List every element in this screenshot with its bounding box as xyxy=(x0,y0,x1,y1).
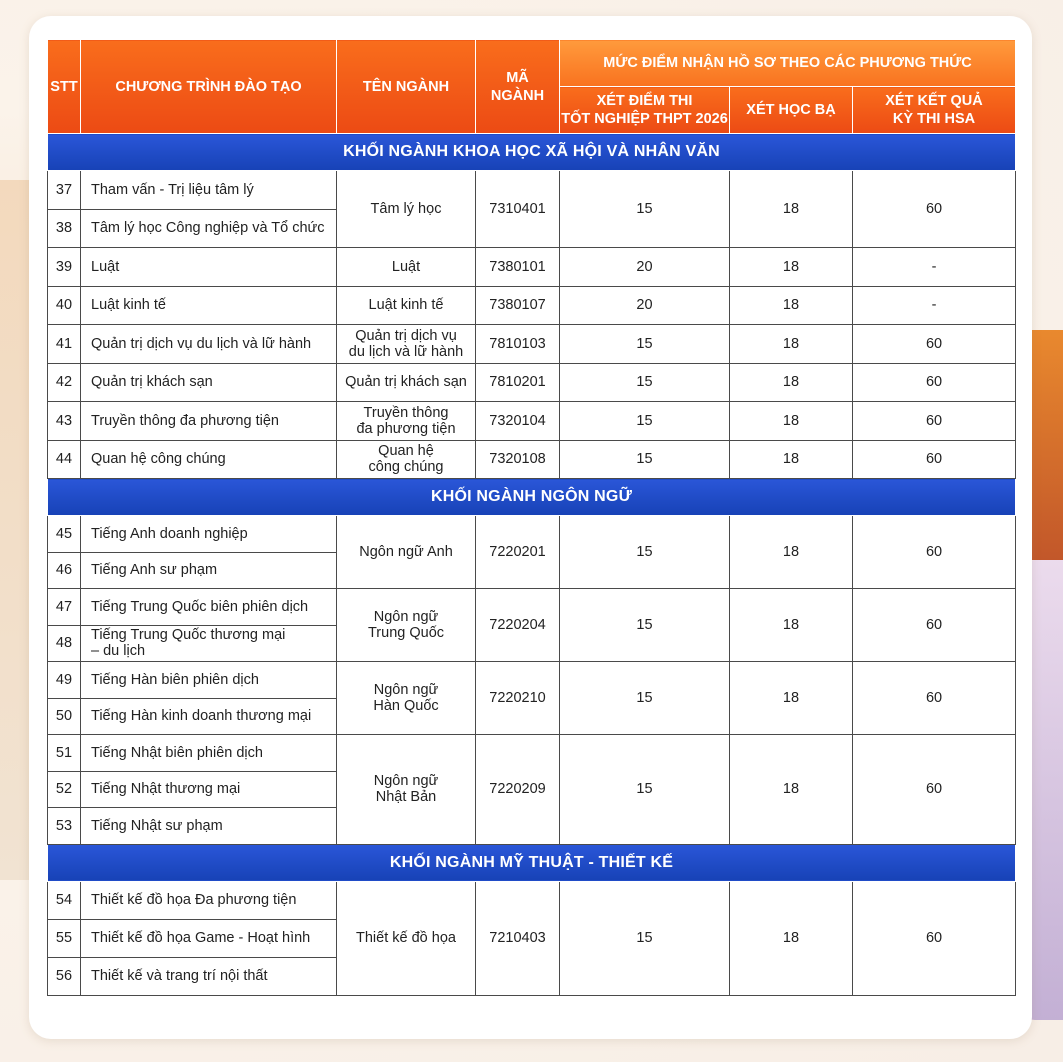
program-name-line2: – du lịch xyxy=(91,643,146,660)
major-name-line: du lịch và lữ hành xyxy=(348,343,464,360)
stt-cell: 37 xyxy=(48,171,81,210)
major-code-cell: 7320108 xyxy=(476,440,560,479)
major-code-cell: 7380107 xyxy=(476,286,560,325)
major-name-line: Quản trị khách sạn xyxy=(345,374,467,391)
stt-cell: 38 xyxy=(48,209,81,248)
program-name: Luật xyxy=(91,258,120,275)
major-name-line: Quản trị dịch vụ xyxy=(355,327,457,344)
score-thpt-cell: 15 xyxy=(560,402,730,441)
program-name: Thiết kế đồ họa Đa phương tiện xyxy=(91,892,297,908)
score-thpt-cell: 15 xyxy=(560,516,730,589)
table-row xyxy=(48,171,1016,210)
stt-cell: 53 xyxy=(48,808,81,845)
major-cell xyxy=(337,325,476,364)
program-cell xyxy=(81,516,337,553)
score-thpt-cell: 15 xyxy=(560,589,730,662)
stt-cell: 42 xyxy=(48,363,81,402)
header-method-hocba: XÉT HỌC BẠ xyxy=(730,87,853,134)
table-body xyxy=(48,134,1016,996)
section-header-row xyxy=(48,479,1016,516)
score-hocba-cell: 18 xyxy=(730,171,853,248)
program-name: Tâm lý học Công nghiệp và Tổ chức xyxy=(91,220,325,237)
major-name-line: Ngôn ngữ Anh xyxy=(359,544,453,560)
program-name: Truyền thông đa phương tiện xyxy=(91,412,279,429)
program-name: Thiết kế đồ họa Game - Hoạt hình xyxy=(91,930,311,946)
score-thpt-cell: 15 xyxy=(560,440,730,479)
score-hsa-cell: 60 xyxy=(853,402,1016,441)
score-hocba-cell: 18 xyxy=(730,881,853,995)
score-thpt-cell: 15 xyxy=(560,171,730,248)
major-name-line: Nhật Bản xyxy=(375,789,437,806)
program-cell xyxy=(81,325,337,364)
major-cell xyxy=(337,363,476,402)
table-row xyxy=(48,440,1016,479)
score-thpt-cell: 20 xyxy=(560,248,730,287)
score-hsa-cell: 60 xyxy=(853,735,1016,845)
major-cell xyxy=(337,516,476,589)
major-name-line: Ngôn ngữ xyxy=(373,682,439,698)
program-name: Luật kinh tế xyxy=(91,297,166,314)
score-thpt-cell: 15 xyxy=(560,662,730,735)
program-cell xyxy=(81,363,337,402)
stt-cell: 41 xyxy=(48,325,81,364)
program-cell xyxy=(81,698,337,735)
score-hocba-cell: 18 xyxy=(730,248,853,287)
score-hsa-cell: 60 xyxy=(853,662,1016,735)
major-cell xyxy=(337,662,476,735)
major-cell xyxy=(337,402,476,441)
stt-cell: 43 xyxy=(48,402,81,441)
score-hsa-cell: - xyxy=(853,248,1016,287)
major-cell xyxy=(337,589,476,662)
score-hsa-cell: 60 xyxy=(853,440,1016,479)
major-cell xyxy=(337,440,476,479)
stt-cell: 45 xyxy=(48,516,81,553)
table-row xyxy=(48,735,1016,772)
major-code-cell: 7220204 xyxy=(476,589,560,662)
table-row xyxy=(48,402,1016,441)
score-hocba-cell: 18 xyxy=(730,402,853,441)
program-cell xyxy=(81,957,337,995)
stt-cell: 40 xyxy=(48,286,81,325)
score-hocba-cell: 18 xyxy=(730,286,853,325)
major-cell xyxy=(337,171,476,248)
major-code-cell: 7310401 xyxy=(476,171,560,248)
major-name-line: Ngôn ngữ xyxy=(373,773,439,790)
header-program: CHƯƠNG TRÌNH ĐÀO TẠO xyxy=(81,40,337,134)
program-cell xyxy=(81,881,337,919)
score-hsa-cell: 60 xyxy=(853,516,1016,589)
program-cell xyxy=(81,248,337,287)
major-name-line: Ngôn ngữ xyxy=(373,609,439,625)
major-name-line: đa phương tiện xyxy=(356,420,456,437)
major-code-cell: 7210403 xyxy=(476,881,560,995)
stt-cell: 48 xyxy=(48,625,81,662)
program-name: Quan hệ công chúng xyxy=(91,451,226,468)
major-code-cell: 7220201 xyxy=(476,516,560,589)
stt-cell: 52 xyxy=(48,771,81,808)
major-cell xyxy=(337,881,476,995)
program-name: Tiếng Nhật sư phạm xyxy=(91,817,223,834)
header-major: TÊN NGÀNH xyxy=(337,40,476,134)
stt-cell: 55 xyxy=(48,919,81,957)
score-hsa-cell: 60 xyxy=(853,325,1016,364)
stt-cell: 44 xyxy=(48,440,81,479)
major-code-cell: 7810103 xyxy=(476,325,560,364)
table-row xyxy=(48,881,1016,919)
admission-score-table xyxy=(47,39,1016,996)
program-name: Tiếng Anh doanh nghiệp xyxy=(91,525,248,542)
section-title: KHỐI NGÀNH KHOA HỌC XÃ HỘI VÀ NHÂN VĂN xyxy=(48,134,1016,171)
score-thpt-cell: 15 xyxy=(560,881,730,995)
score-hsa-cell: 60 xyxy=(853,171,1016,248)
program-name: Tiếng Trung Quốc thương mại xyxy=(91,627,286,644)
header-major-code xyxy=(476,40,560,134)
stt-cell: 54 xyxy=(48,881,81,919)
major-name-line: Luật xyxy=(391,258,421,275)
section-header-row xyxy=(48,844,1016,881)
major-name-line: Thiết kế đồ họa xyxy=(356,930,456,946)
header-code-line1: MÃ xyxy=(506,69,529,86)
program-name: Tiếng Nhật thương mại xyxy=(91,781,241,798)
table-row xyxy=(48,516,1016,553)
program-cell xyxy=(81,552,337,589)
table-row xyxy=(48,248,1016,287)
program-cell xyxy=(81,919,337,957)
table-row xyxy=(48,325,1016,364)
header-thpt-line1: XÉT ĐIỂM THI xyxy=(596,93,693,109)
program-name: Thiết kế và trang trí nội thất xyxy=(91,968,268,984)
score-hocba-cell: 18 xyxy=(730,516,853,589)
stt-cell: 39 xyxy=(48,248,81,287)
major-name-line: Truyền thông xyxy=(363,404,449,421)
major-name-line: Tâm lý học xyxy=(370,201,442,217)
table-row xyxy=(48,286,1016,325)
major-cell xyxy=(337,248,476,287)
program-cell xyxy=(81,209,337,248)
header-thpt-line2: TỐT NGHIỆP THPT 2026 xyxy=(561,111,728,127)
program-cell xyxy=(81,771,337,808)
stt-cell: 56 xyxy=(48,957,81,995)
program-cell xyxy=(81,735,337,772)
program-cell xyxy=(81,589,337,626)
program-name: Quản trị khách sạn xyxy=(91,374,213,391)
major-cell xyxy=(337,735,476,845)
section-title: KHỐI NGÀNH MỸ THUẬT - THIẾT KẾ xyxy=(48,844,1016,881)
score-thpt-cell: 15 xyxy=(560,325,730,364)
score-hsa-cell: 60 xyxy=(853,363,1016,402)
program-name: Quản trị dịch vụ du lịch và lữ hành xyxy=(91,335,312,352)
major-name-line: Hàn Quốc xyxy=(373,698,439,714)
program-cell xyxy=(81,662,337,699)
score-hsa-cell: 60 xyxy=(853,589,1016,662)
score-hsa-cell: - xyxy=(853,286,1016,325)
score-hocba-cell: 18 xyxy=(730,735,853,845)
header-method-thpt xyxy=(560,87,730,134)
score-hocba-cell: 18 xyxy=(730,325,853,364)
header-hsa-line1: XÉT KẾT QUẢ xyxy=(885,93,983,109)
score-hocba-cell: 18 xyxy=(730,589,853,662)
program-cell xyxy=(81,402,337,441)
program-name: Tiếng Hàn kinh doanh thương mại xyxy=(91,708,312,725)
header-method-hsa xyxy=(853,87,1016,134)
background-decoration-left xyxy=(0,180,30,880)
program-name: Tiếng Anh sư phạm xyxy=(91,562,218,579)
table-row xyxy=(48,589,1016,626)
section-header-row xyxy=(48,134,1016,171)
table-row xyxy=(48,363,1016,402)
major-name-line: Luật kinh tế xyxy=(368,297,444,314)
score-thpt-cell: 15 xyxy=(560,735,730,845)
major-cell xyxy=(337,286,476,325)
score-hocba-cell: 18 xyxy=(730,440,853,479)
major-code-cell: 7220210 xyxy=(476,662,560,735)
program-name: Tham vấn - Trị liệu tâm lý xyxy=(91,181,254,198)
header-score-group: MỨC ĐIỂM NHẬN HỒ SƠ THEO CÁC PHƯƠNG THỨC xyxy=(560,40,1016,87)
major-name-line: Trung Quốc xyxy=(367,625,445,641)
stt-cell: 46 xyxy=(48,552,81,589)
program-cell xyxy=(81,808,337,845)
program-name: Tiếng Hàn biên phiên dịch xyxy=(91,671,259,688)
major-name-line: Quan hệ xyxy=(378,443,434,460)
section-title: KHỐI NGÀNH NGÔN NGỮ xyxy=(48,479,1016,516)
score-thpt-cell: 15 xyxy=(560,363,730,402)
header-hsa-line2: KỲ THI HSA xyxy=(892,111,976,127)
score-thpt-cell: 20 xyxy=(560,286,730,325)
major-code-cell: 7810201 xyxy=(476,363,560,402)
header-stt: STT xyxy=(48,40,81,134)
major-code-cell: 7320104 xyxy=(476,402,560,441)
major-code-cell: 7220209 xyxy=(476,735,560,845)
stt-cell: 49 xyxy=(48,662,81,699)
score-hsa-cell: 60 xyxy=(853,881,1016,995)
score-hocba-cell: 18 xyxy=(730,363,853,402)
stt-cell: 50 xyxy=(48,698,81,735)
program-cell xyxy=(81,171,337,210)
stt-cell: 51 xyxy=(48,735,81,772)
score-hocba-cell: 18 xyxy=(730,662,853,735)
major-code-cell: 7380101 xyxy=(476,248,560,287)
program-cell xyxy=(81,440,337,479)
program-cell xyxy=(81,625,337,662)
program-name: Tiếng Trung Quốc biên phiên dịch xyxy=(91,598,309,615)
program-cell xyxy=(81,286,337,325)
program-name: Tiếng Nhật biên phiên dịch xyxy=(91,744,263,761)
stt-cell: 47 xyxy=(48,589,81,626)
header-code-line2: NGÀNH xyxy=(490,87,545,104)
table-row xyxy=(48,662,1016,699)
major-name-line: công chúng xyxy=(368,459,444,476)
